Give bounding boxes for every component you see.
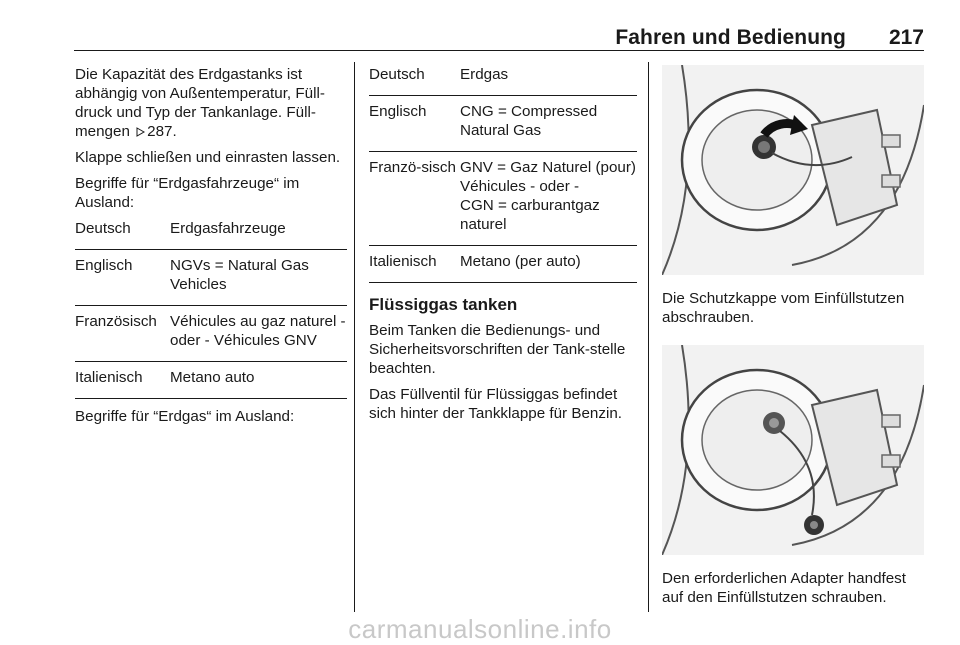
term-language: Englisch	[75, 257, 133, 274]
table-bottom-rule	[369, 282, 637, 283]
term-language: Deutsch	[75, 220, 131, 237]
gas-terms-intro-paragraph: Begriffe für “Erdgas“ im Ausland:	[75, 408, 295, 425]
term-language: Englisch	[369, 103, 427, 120]
term-language: Italienisch	[75, 369, 143, 386]
figure-caption-2: Den erforderlichen Adapter handfest auf den Einfüllstutzen schrauben.	[662, 570, 907, 606]
header-rule	[74, 50, 924, 51]
safety-paragraph: Beim Tanken die Bedienungs- und Sicherheitsvorschriften der Tank-stelle beachten.	[369, 322, 626, 377]
watermark: carmanualsonline.info	[348, 614, 612, 644]
term-value: Metano (per auto)	[460, 253, 581, 270]
table-row	[369, 245, 637, 282]
term-value: Erdgasfahrzeuge	[170, 220, 286, 237]
table-row	[369, 95, 637, 151]
term-value: Véhicules au gaz naturel - oder - Véhicules GNV	[170, 313, 346, 349]
capacity-paragraph: Die Kapazität des Erdgastanks ist abhängig von Außentemperatur, Füll-druck und Typ der Tankanlage. Füll-mengen 287.	[75, 66, 325, 140]
table-row	[75, 305, 347, 361]
adapter-illustration	[662, 345, 924, 555]
page-reference-link[interactable]: 287.	[147, 123, 177, 140]
table-row	[369, 65, 637, 95]
term-value-line: CGN = carburantgaz naturel	[460, 197, 600, 233]
column-divider-1	[354, 62, 355, 612]
page-header	[74, 26, 924, 54]
vehicle-terms-table	[75, 219, 347, 399]
valve-location-paragraph: Das Füllventil für Flüssiggas befindet sich hinter der Tankklappe für Benzin.	[369, 386, 622, 422]
column-1	[75, 65, 347, 433]
table-row	[369, 151, 637, 245]
fuel-filler-cap-illustration	[662, 65, 924, 275]
column-2	[369, 65, 637, 430]
page-number: 217	[888, 26, 924, 49]
table-row	[75, 219, 347, 249]
term-value	[460, 158, 637, 234]
table-row	[75, 361, 347, 398]
close-flap-paragraph: Klappe schließen und einrasten lassen.	[75, 149, 341, 166]
gas-terms-table	[369, 65, 637, 283]
term-value: Erdgas	[460, 66, 509, 83]
term-value: CNG = Compressed Natural Gas	[460, 103, 598, 139]
page-title: Fahren und Bedienung	[615, 26, 846, 49]
term-value-line: GNV = Gaz Naturel (pour) Véhicules - oder -	[460, 159, 636, 195]
figure-caption-1: Die Schutzkappe vom Einfüllstutzen abschrauben.	[662, 290, 905, 326]
term-value: Metano auto	[170, 369, 255, 386]
arrow-right-outline-icon	[136, 127, 145, 137]
table-bottom-rule	[75, 398, 347, 399]
term-language: Französisch	[75, 313, 157, 330]
term-language: Franzö-sisch	[369, 159, 456, 176]
column-divider-2	[648, 62, 649, 612]
section-heading: Flüssiggas tanken	[369, 295, 518, 314]
table-row	[75, 249, 347, 305]
term-value: NGVs = Natural Gas Vehicles	[170, 257, 309, 293]
term-language: Deutsch	[369, 66, 425, 83]
terms-intro-paragraph: Begriffe für “Erdgasfahrzeuge“ im Ausland:	[75, 175, 300, 211]
column-3	[662, 65, 924, 625]
term-language: Italienisch	[369, 253, 437, 270]
